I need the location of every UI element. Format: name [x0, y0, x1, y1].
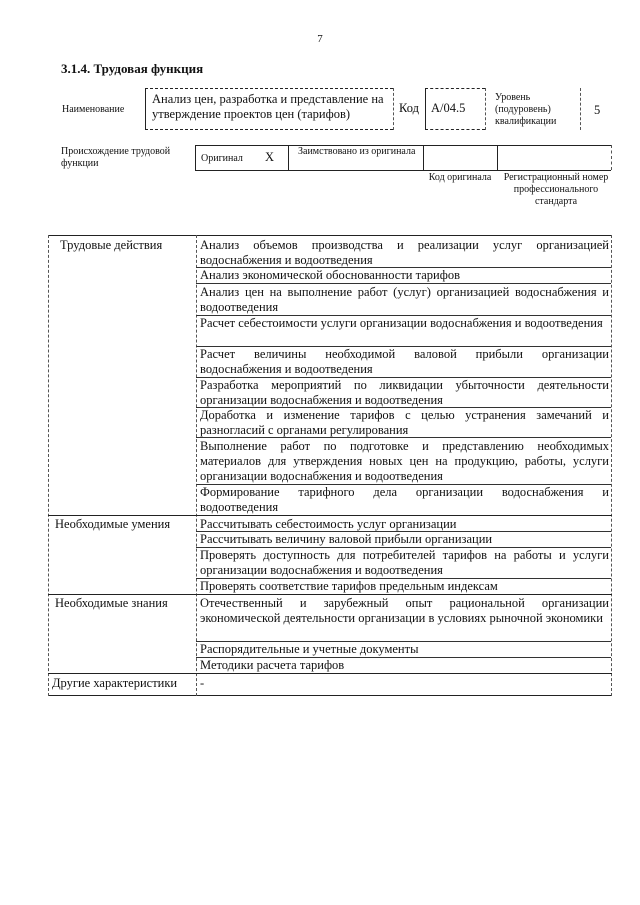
- knowledge-item: Отечественный и зарубежный опыт рациональной организации экономической деятельности организации в условиях рыночной экономики: [200, 596, 609, 625]
- other-characteristics-value: -: [200, 676, 205, 690]
- labor-action-item: Выполнение работ по подготовке и представлению необходимых материалов для утверждения новых цен на продукцию, работы, услуги организации водоснабжения и водоотведения: [200, 439, 609, 483]
- section-title: 3.1.4. Трудовая функция: [61, 61, 204, 76]
- reg-number-caption: Регистрационный номер профессионального стандарта: [503, 172, 609, 207]
- knowledge-label: Необходимые знания: [55, 596, 168, 610]
- code-original-caption: Код оригинала: [428, 172, 492, 183]
- labor-action-item: Расчет величины необходимой валовой прибыли организации водоснабжения и водоотведения: [200, 347, 609, 376]
- other-characteristics-label: Другие характеристики: [52, 676, 178, 690]
- skill-item: Рассчитывать себестоимость услуг организации: [200, 517, 457, 531]
- level-label: Уровень (подуровень) квалификации: [495, 92, 557, 127]
- page-number: 7: [317, 33, 323, 45]
- knowledge-item: Методики расчета тарифов: [200, 658, 345, 672]
- origin-label: Происхождение трудовой функции: [61, 146, 171, 169]
- level-value: 5: [594, 103, 601, 117]
- labor-action-item: Формирование тарифного дела организации водоснабжения и водоотведения: [200, 485, 609, 514]
- borrowed-label: Заимствовано из оригинала: [298, 146, 416, 157]
- code-label: Код: [399, 101, 419, 115]
- labor-action-item: Анализ цен на выполнение работ (услуг) организацией водоснабжения и водоотведения: [200, 285, 609, 314]
- labor-action-item: Анализ объемов производства и реализации услуг организацией водоснабжения и водоотведения: [200, 238, 609, 267]
- skills-label: Необходимые умения: [55, 517, 171, 531]
- original-label: Оригинал: [201, 153, 243, 164]
- skill-item: Рассчитывать величину валовой прибыли организации: [200, 532, 493, 546]
- labor-action-item: Доработка и изменение тарифов с целью устранения замечаний и разногласий с органами регулирования: [200, 408, 609, 437]
- skill-item: Проверять соответствие тарифов предельным индексам: [200, 579, 498, 593]
- name-label: Наименование: [62, 104, 125, 115]
- labor-action-item: Анализ экономической обоснованности тарифов: [200, 268, 460, 282]
- original-mark: X: [265, 150, 275, 164]
- skill-item: Проверять доступность для потребителей тарифов на работы и услуги организации водоснабжения и водоотведения: [200, 548, 609, 577]
- labor-action-item: Разработка мероприятий по ликвидации убыточности деятельности организации водоснабжения и водоотведения: [200, 378, 609, 407]
- knowledge-item: Распорядительные и учетные документы: [200, 642, 419, 656]
- code-value: А/04.5: [431, 101, 466, 115]
- labor-actions-label: Трудовые действия: [60, 238, 163, 252]
- function-name-value: Анализ цен, разработка и представление на утверждение проектов цен (тарифов): [152, 92, 384, 121]
- labor-action-item: Расчет себестоимости услуги организации водоснабжения и водоотведения: [200, 316, 603, 330]
